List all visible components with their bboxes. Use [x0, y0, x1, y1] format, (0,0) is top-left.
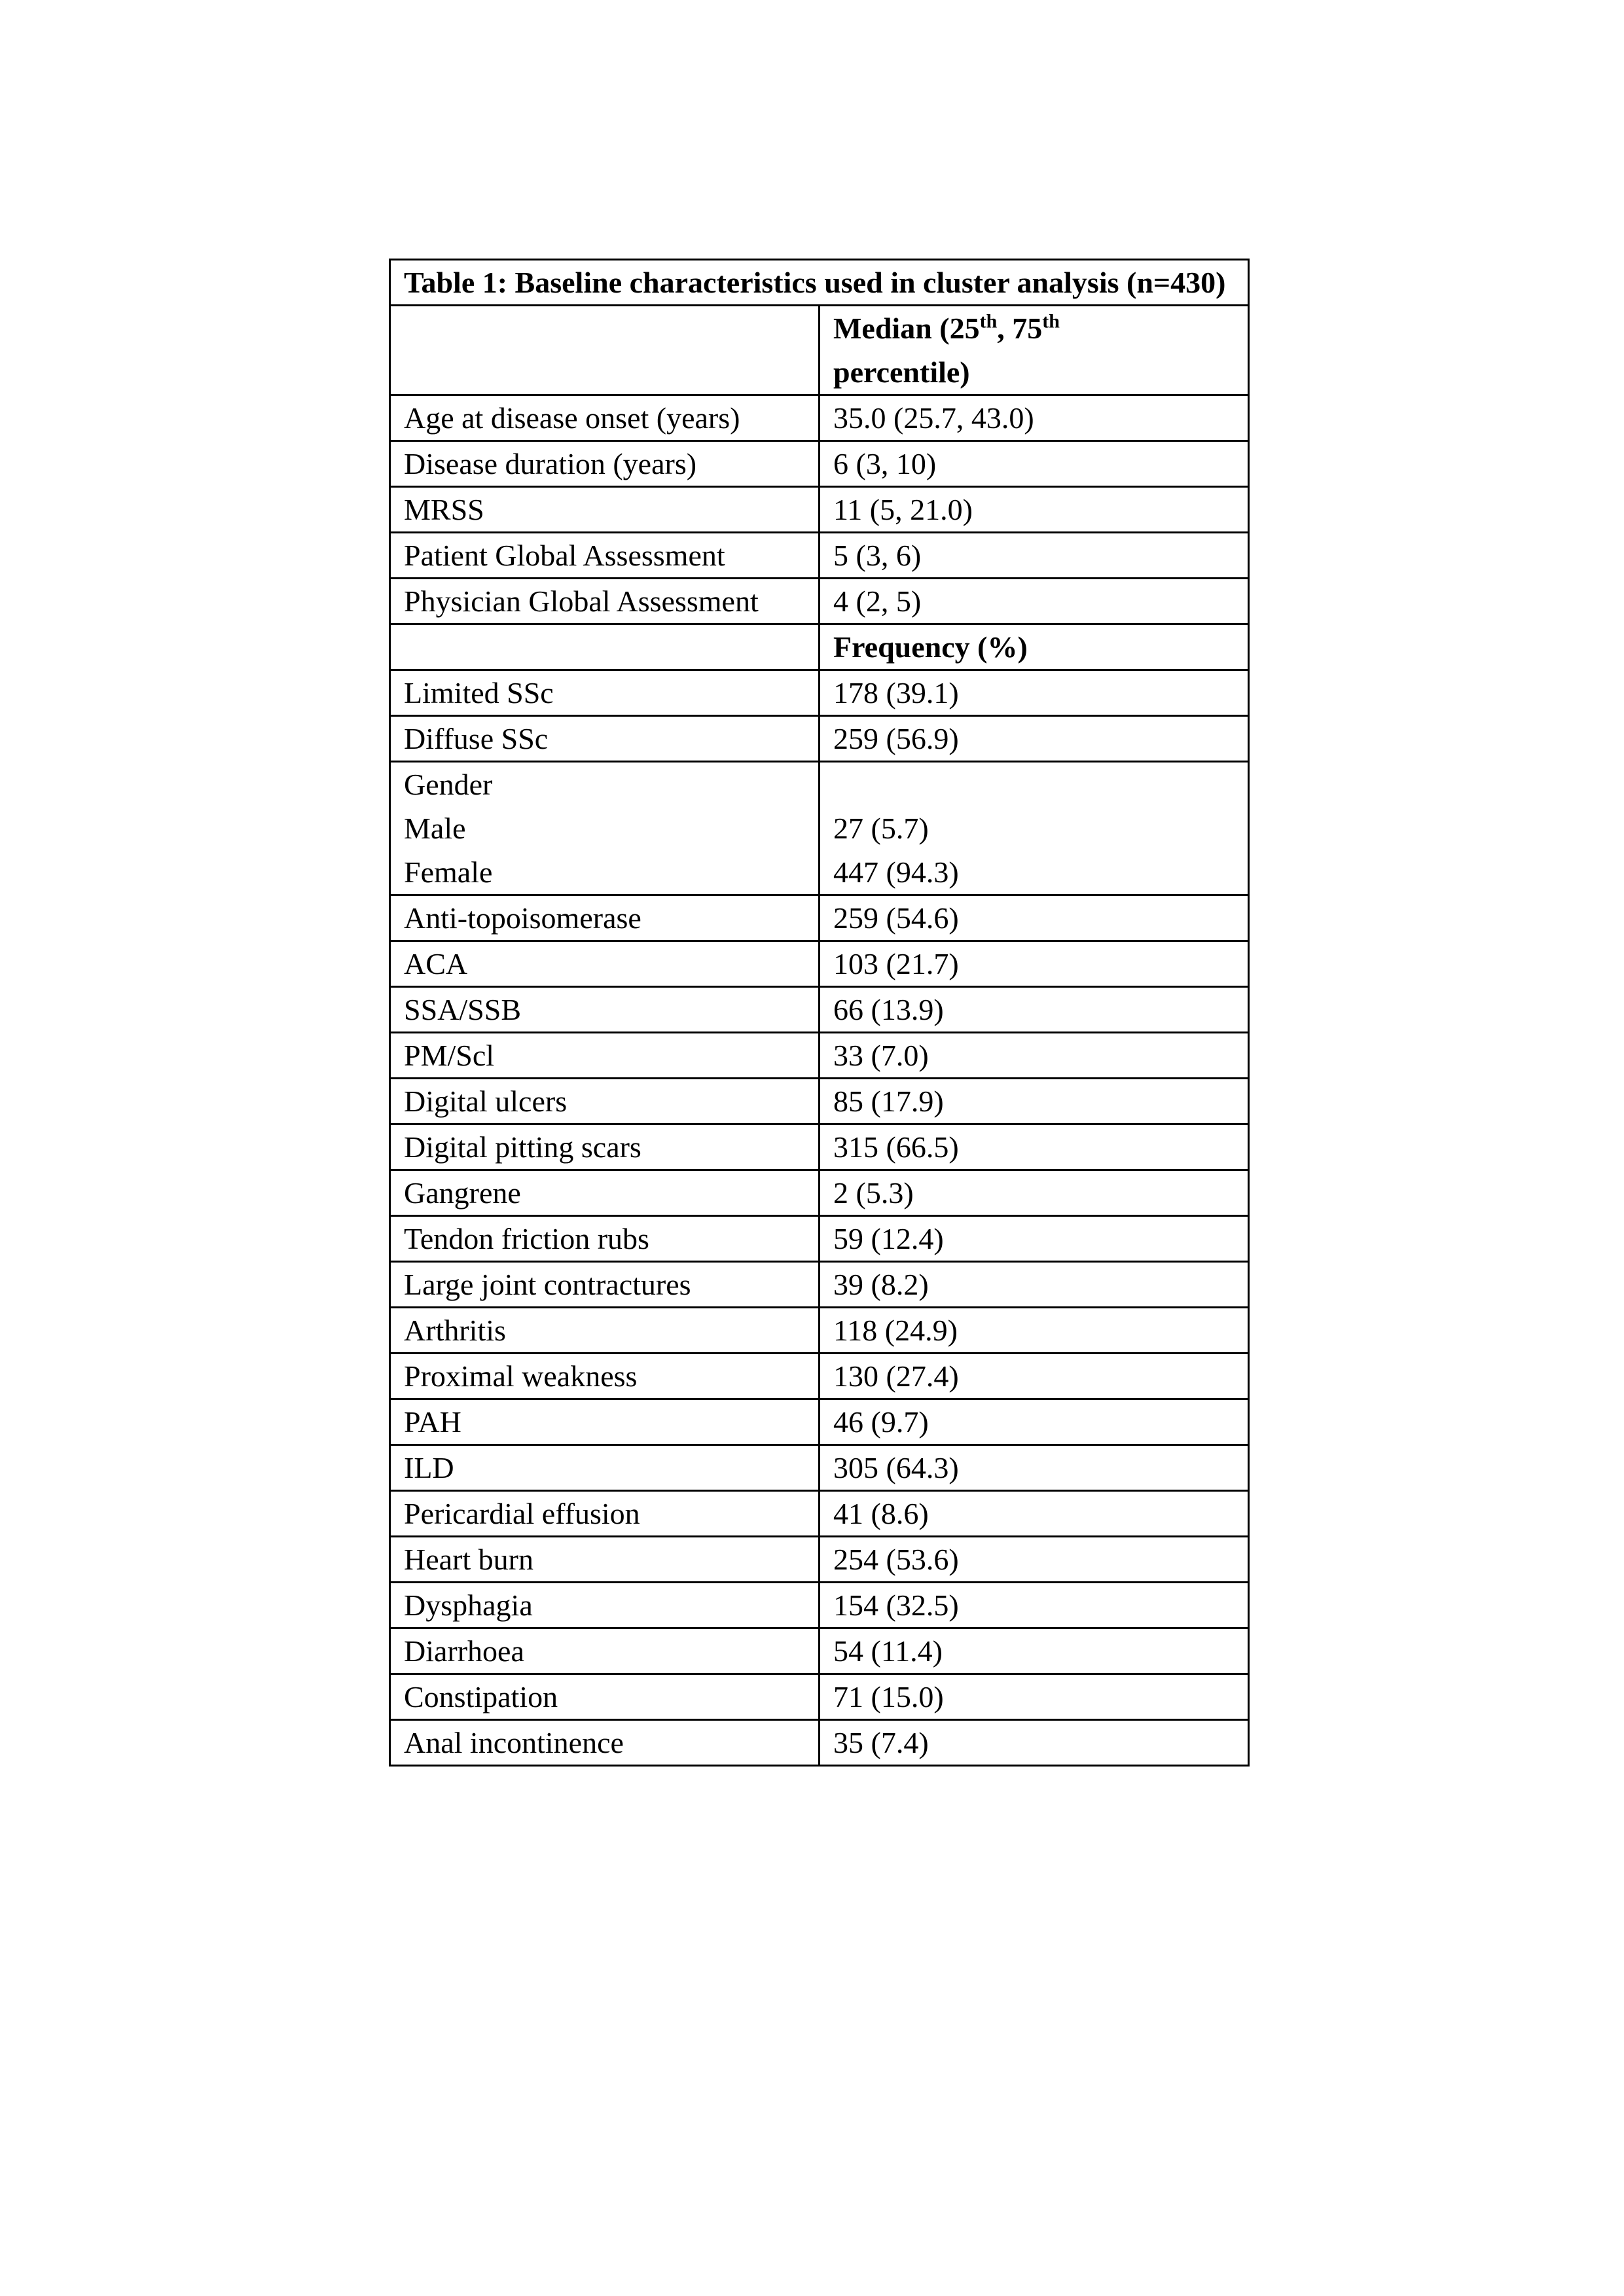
row-value: 35.0 (25.7, 43.0): [820, 395, 1249, 441]
row-value: 118 (24.9): [820, 1308, 1249, 1354]
row-label: Anal incontinence: [390, 1720, 820, 1766]
frequency-header-cell: Frequency (%): [820, 624, 1249, 670]
table-row: [390, 1170, 1249, 1216]
table-row: [390, 1674, 1249, 1720]
gender-label-cell: [390, 762, 820, 895]
row-value: 6 (3, 10): [820, 441, 1249, 487]
table-row: [390, 441, 1249, 487]
row-label: Diarrhoea: [390, 1628, 820, 1674]
row-value: 4 (2, 5): [820, 579, 1249, 624]
table-row: [390, 395, 1249, 441]
table-row: [390, 1033, 1249, 1079]
table-row: [390, 987, 1249, 1033]
frequency-rows-before-gender: [390, 670, 1249, 762]
row-value: 85 (17.9): [820, 1079, 1249, 1124]
row-label: SSA/SSB: [390, 987, 820, 1033]
row-label: PM/Scl: [390, 1033, 820, 1079]
table-row: [390, 670, 1249, 716]
row-label: Tendon friction rubs: [390, 1216, 820, 1262]
empty-header-cell: [390, 624, 820, 670]
row-label: Proximal weakness: [390, 1354, 820, 1399]
row-label: ACA: [390, 941, 820, 987]
row-label: Age at disease onset (years): [390, 395, 820, 441]
row-label: Limited SSc: [390, 670, 820, 716]
table-row: [390, 716, 1249, 762]
median-header-sup2: th: [1042, 310, 1060, 332]
median-rows: [390, 395, 1249, 624]
row-label: Patient Global Assessment: [390, 533, 820, 579]
table-row: [390, 579, 1249, 624]
row-value: 178 (39.1): [820, 670, 1249, 716]
table-row: [390, 1720, 1249, 1766]
row-label: Arthritis: [390, 1308, 820, 1354]
row-label: Pericardial effusion: [390, 1491, 820, 1537]
row-value: 254 (53.6): [820, 1537, 1249, 1583]
row-label: Diffuse SSc: [390, 716, 820, 762]
row-label: Heart burn: [390, 1537, 820, 1583]
median-header-prefix: Median (25: [833, 312, 980, 345]
row-value: 46 (9.7): [820, 1399, 1249, 1445]
row-value: 315 (66.5): [820, 1124, 1249, 1170]
row-label: PAH: [390, 1399, 820, 1445]
male-label: Male: [404, 812, 466, 845]
row-value: 103 (21.7): [820, 941, 1249, 987]
frequency-rows-after-gender: [390, 895, 1249, 1766]
empty-header-cell: [390, 306, 820, 395]
row-label: Digital pitting scars: [390, 1124, 820, 1170]
baseline-characteristics-table: [389, 259, 1250, 1767]
row-label: Physician Global Assessment: [390, 579, 820, 624]
table-row: [390, 941, 1249, 987]
median-header-suffix: percentile): [833, 355, 970, 389]
row-value: 66 (13.9): [820, 987, 1249, 1033]
gender-value-cell: [820, 762, 1249, 895]
table-row: [390, 1537, 1249, 1583]
row-value: 33 (7.0): [820, 1033, 1249, 1079]
table-row: [390, 487, 1249, 533]
table-row: [390, 1079, 1249, 1124]
row-label: Gangrene: [390, 1170, 820, 1216]
table-row: [390, 1124, 1249, 1170]
table-row: [390, 1491, 1249, 1537]
table-row: [390, 1216, 1249, 1262]
median-header-middle: , 75: [997, 312, 1043, 345]
row-value: 71 (15.0): [820, 1674, 1249, 1720]
table-caption: Table 1: Baseline characteristics used in cluster analysis (n=430): [390, 260, 1249, 306]
row-label: Dysphagia: [390, 1583, 820, 1628]
median-header-row: [390, 306, 1249, 395]
gender-row: [390, 762, 1249, 895]
row-value: 154 (32.5): [820, 1583, 1249, 1628]
row-label: Anti-topoisomerase: [390, 895, 820, 941]
row-label: ILD: [390, 1445, 820, 1491]
row-value: 259 (56.9): [820, 716, 1249, 762]
row-label: Large joint contractures: [390, 1262, 820, 1308]
table-row: [390, 1583, 1249, 1628]
row-value: 59 (12.4): [820, 1216, 1249, 1262]
median-header-line1: [833, 306, 1235, 350]
row-value: 305 (64.3): [820, 1445, 1249, 1491]
row-value: 35 (7.4): [820, 1720, 1249, 1766]
caption-row: [390, 260, 1249, 306]
table-row: [390, 1308, 1249, 1354]
frequency-header-row: [390, 624, 1249, 670]
row-value: 259 (54.6): [820, 895, 1249, 941]
row-value: 54 (11.4): [820, 1628, 1249, 1674]
table-row: [390, 1354, 1249, 1399]
median-header-cell: [820, 306, 1249, 395]
table-row: [390, 1262, 1249, 1308]
row-label: Constipation: [390, 1674, 820, 1720]
table-row: [390, 1399, 1249, 1445]
row-value: 41 (8.6): [820, 1491, 1249, 1537]
gender-label: Gender: [404, 768, 493, 801]
row-value: 39 (8.2): [820, 1262, 1249, 1308]
row-value: 2 (5.3): [820, 1170, 1249, 1216]
row-value: 130 (27.4): [820, 1354, 1249, 1399]
male-value: 27 (5.7): [833, 812, 929, 845]
row-value: 11 (5, 21.0): [820, 487, 1249, 533]
row-label: Digital ulcers: [390, 1079, 820, 1124]
row-value: 5 (3, 6): [820, 533, 1249, 579]
table-row: [390, 895, 1249, 941]
row-label: Disease duration (years): [390, 441, 820, 487]
table-row: [390, 1628, 1249, 1674]
table-row: [390, 1445, 1249, 1491]
table-row: [390, 533, 1249, 579]
female-value: 447 (94.3): [833, 855, 959, 889]
row-label: MRSS: [390, 487, 820, 533]
female-label: Female: [404, 855, 493, 889]
median-header-sup1: th: [979, 310, 998, 332]
